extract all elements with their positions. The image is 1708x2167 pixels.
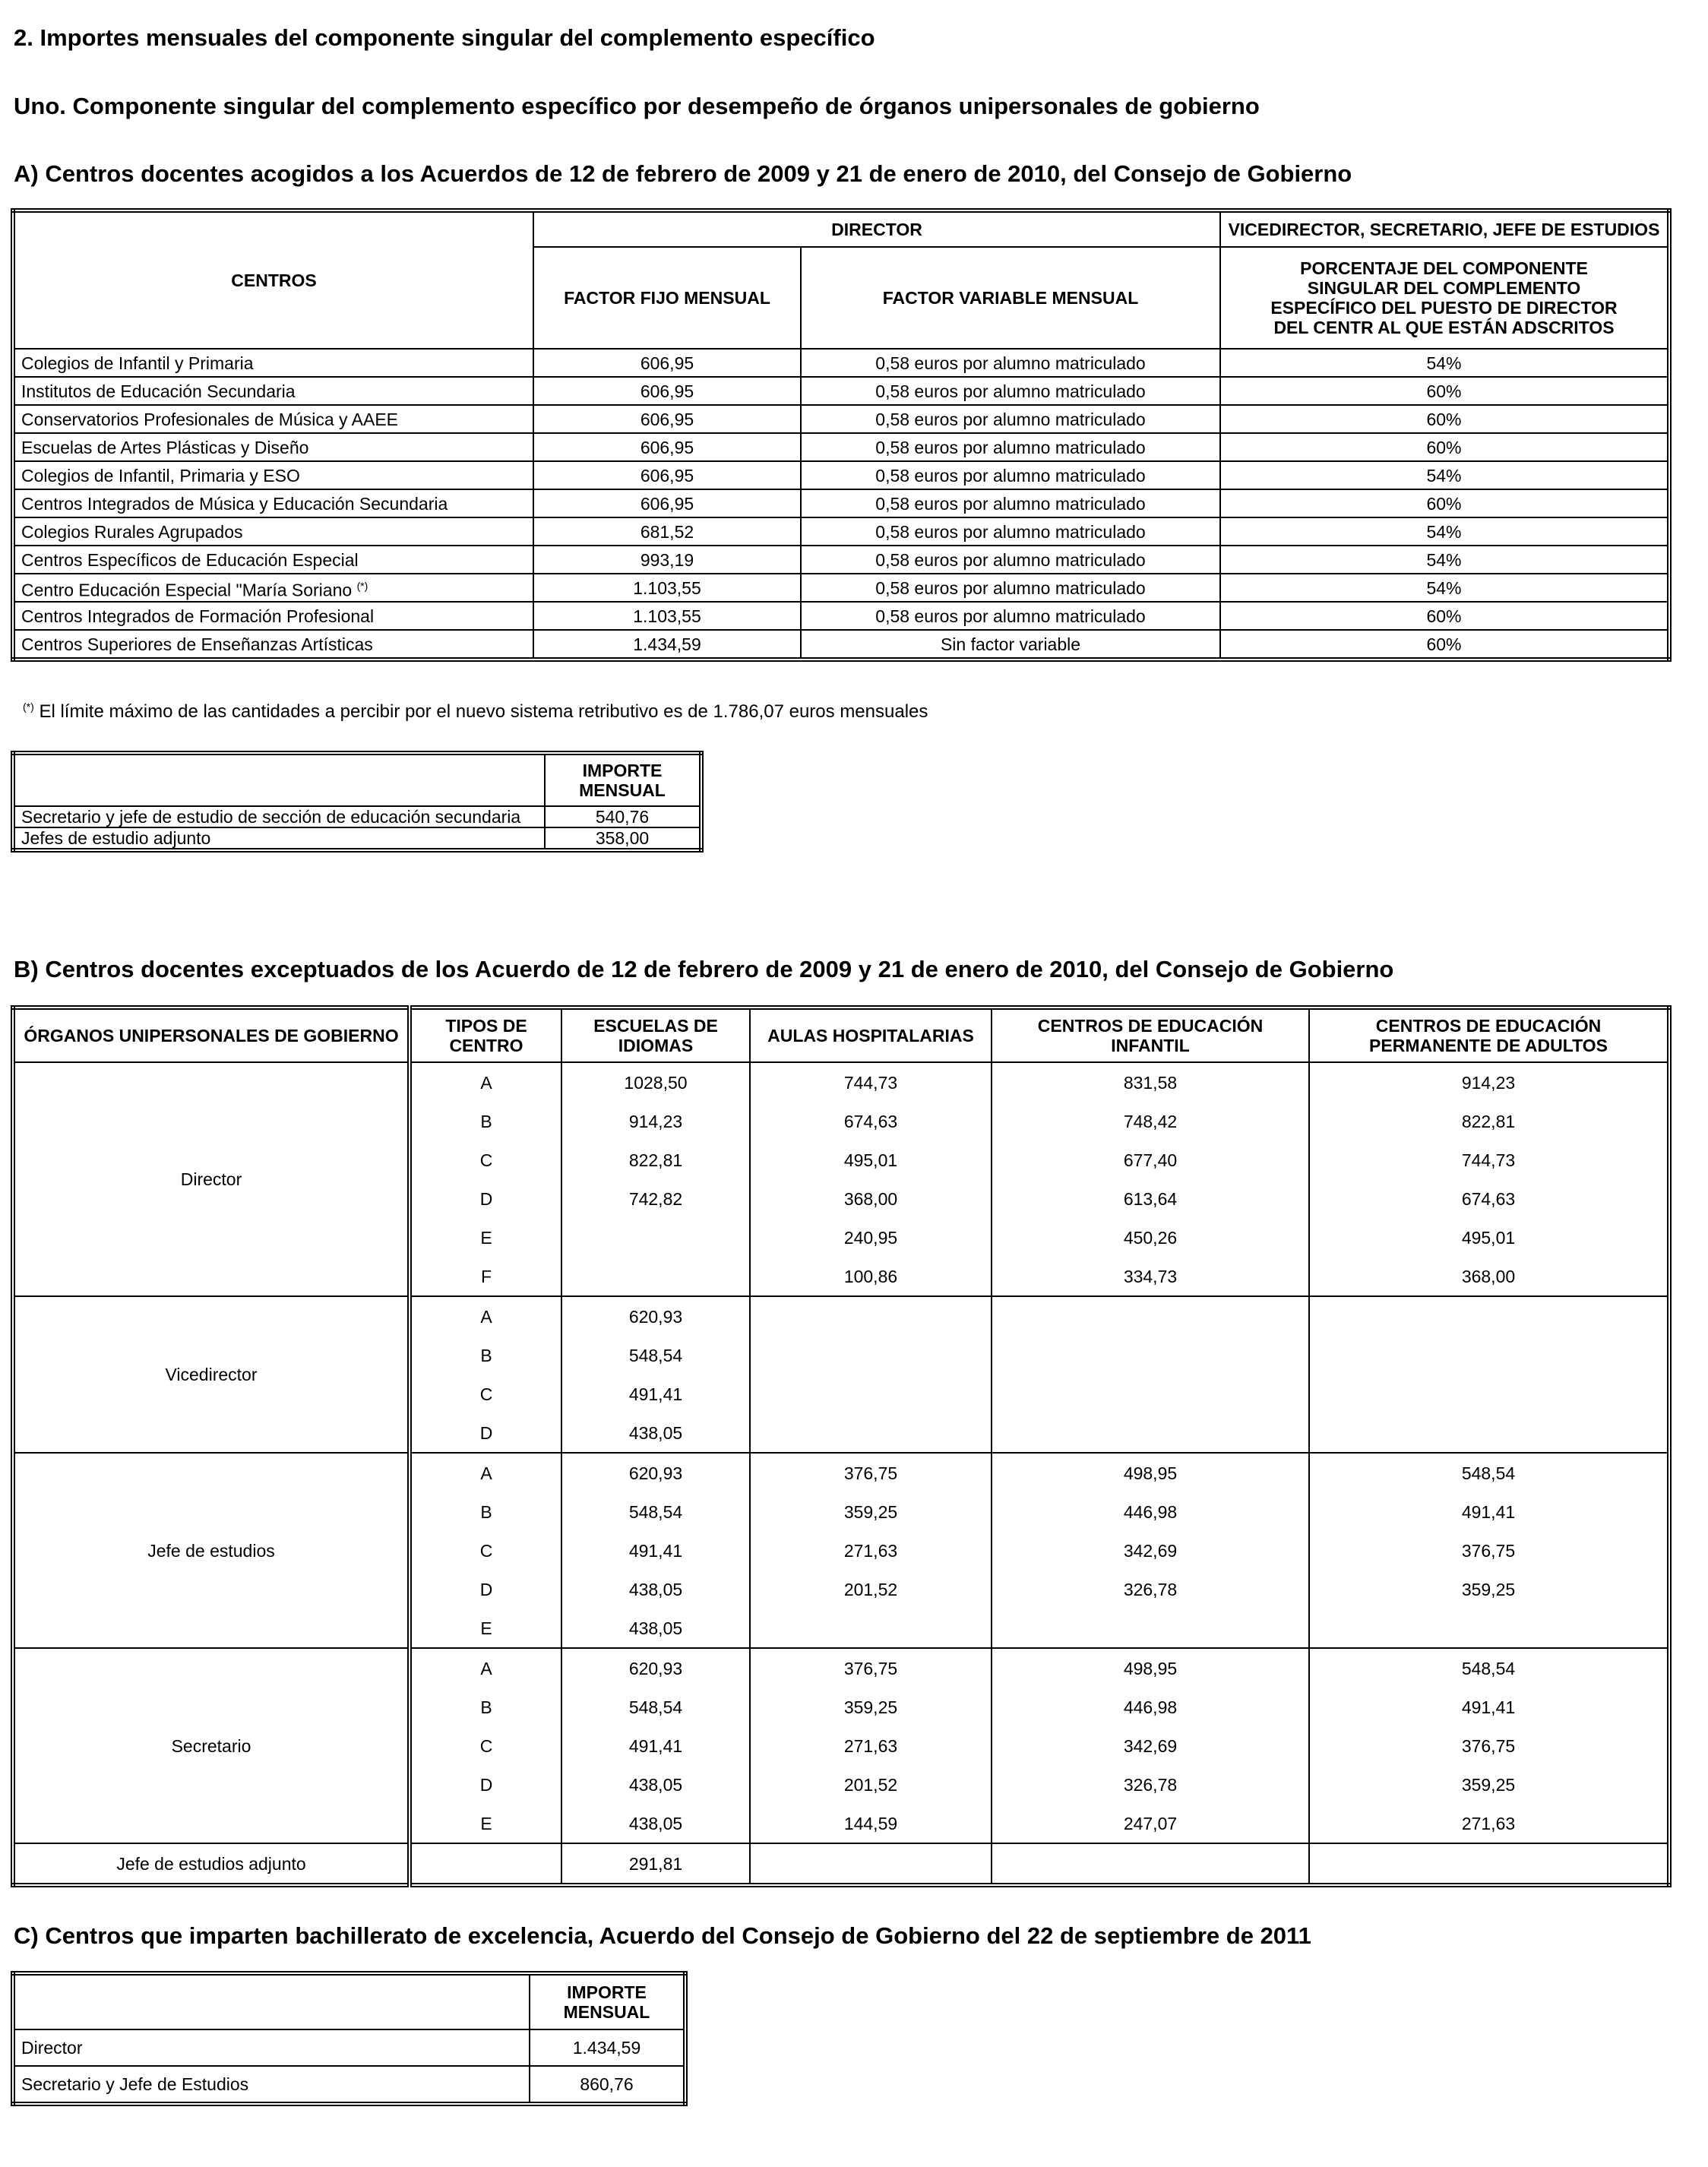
tipo-centro: A: [410, 1453, 561, 1492]
educacion-infantil: 247,07: [992, 1804, 1309, 1843]
porcentaje: 60%: [1220, 602, 1669, 630]
footnote: [23, 701, 928, 723]
aulas-hospitalarias: 240,95: [750, 1218, 992, 1257]
factor-fijo: 606,95: [533, 377, 801, 405]
aulas-hospitalarias: [750, 1375, 992, 1413]
educacion-infantil: [992, 1296, 1309, 1336]
educacion-infantil: [992, 1609, 1309, 1648]
factor-fijo: 606,95: [533, 405, 801, 433]
table-row: [13, 405, 1669, 433]
table-row: [13, 2029, 685, 2066]
escuelas-idiomas: 620,93: [561, 1453, 750, 1492]
column-header: CENTROS DE EDUCACIÓN INFANTIL: [992, 1008, 1309, 1062]
header-blank: [13, 1973, 530, 2029]
centro-label: Escuelas de Artes Plásticas y Diseño: [21, 437, 309, 457]
educacion-infantil: [992, 1843, 1309, 1885]
header-director: DIRECTOR: [533, 210, 1220, 247]
centro-name: [13, 630, 533, 660]
educacion-adultos: 359,25: [1309, 1570, 1669, 1609]
educacion-infantil: [992, 1336, 1309, 1375]
factor-fijo: 1.103,55: [533, 602, 801, 630]
educacion-adultos: 914,23: [1309, 1062, 1669, 1102]
table-centros-acogidos: [11, 208, 1672, 662]
table-centros-exceptuados: [11, 1005, 1672, 1887]
porcentaje: 54%: [1220, 517, 1669, 546]
factor-variable: 0,58 euros por alumno matriculado: [801, 602, 1220, 630]
tipo-centro: D: [410, 1570, 561, 1609]
educacion-adultos: [1309, 1413, 1669, 1453]
table-row: [13, 1453, 1669, 1492]
educacion-adultos: 491,41: [1309, 1492, 1669, 1531]
educacion-infantil: 498,95: [992, 1453, 1309, 1492]
factor-fijo: 606,95: [533, 349, 801, 377]
tipo-centro: C: [410, 1531, 561, 1570]
subsection-heading: Uno. Componente singular del complemento específico por desempeño de órganos unipersonales de gobierno: [14, 93, 1260, 119]
centro-name: [13, 461, 533, 489]
factor-variable: 0,58 euros por alumno matriculado: [801, 517, 1220, 546]
tipo-centro: B: [410, 1336, 561, 1375]
importe-value: 540,76: [545, 806, 701, 827]
tipo-centro: A: [410, 1296, 561, 1336]
table-row: [13, 377, 1669, 405]
organ-name: Director: [13, 1062, 410, 1296]
factor-fijo: 993,19: [533, 546, 801, 574]
educacion-adultos: [1309, 1375, 1669, 1413]
escuelas-idiomas: [561, 1218, 750, 1257]
row-label: Jefes de estudio adjunto: [13, 827, 545, 850]
escuelas-idiomas: 491,41: [561, 1726, 750, 1765]
table-row: [13, 827, 701, 850]
importe-value: 358,00: [545, 827, 701, 850]
table-row: [13, 1296, 1669, 1336]
tipo-centro: E: [410, 1218, 561, 1257]
factor-variable: 0,58 euros por alumno matriculado: [801, 405, 1220, 433]
porcentaje: 60%: [1220, 377, 1669, 405]
factor-variable: 0,58 euros por alumno matriculado: [801, 461, 1220, 489]
table-importe-secretario: [11, 751, 704, 853]
escuelas-idiomas: 548,54: [561, 1492, 750, 1531]
heading-a: A) Centros docentes acogidos a los Acuerdos de 12 de febrero de 2009 y 21 de enero de 2010, del Consejo de Gobierno: [14, 160, 1352, 187]
escuelas-idiomas: 491,41: [561, 1531, 750, 1570]
tipo-centro: D: [410, 1413, 561, 1453]
organ-name: Secretario: [13, 1648, 410, 1843]
centro-label: Centros Superiores de Enseñanzas Artísticas: [21, 634, 373, 654]
factor-variable: 0,58 euros por alumno matriculado: [801, 574, 1220, 602]
table-row: [13, 489, 1669, 517]
factor-fijo: 681,52: [533, 517, 801, 546]
table-row: [13, 574, 1669, 602]
aulas-hospitalarias: 495,01: [750, 1140, 992, 1179]
tipo-centro: B: [410, 1102, 561, 1140]
educacion-infantil: 450,26: [992, 1218, 1309, 1257]
table-row: [13, 433, 1669, 461]
aulas-hospitalarias: 271,63: [750, 1726, 992, 1765]
porcentaje: 60%: [1220, 489, 1669, 517]
educacion-adultos: 359,25: [1309, 1765, 1669, 1804]
escuelas-idiomas: 822,81: [561, 1140, 750, 1179]
aulas-hospitalarias: 674,63: [750, 1102, 992, 1140]
educacion-adultos: 822,81: [1309, 1102, 1669, 1140]
row-label: Director: [13, 2029, 530, 2066]
tipo-centro: C: [410, 1375, 561, 1413]
educacion-adultos: [1309, 1843, 1669, 1885]
educacion-infantil: 446,98: [992, 1492, 1309, 1531]
porcentaje: 54%: [1220, 349, 1669, 377]
centro-name: [13, 602, 533, 630]
centro-name: [13, 489, 533, 517]
importe-value: 1.434,59: [530, 2029, 685, 2066]
centro-name: [13, 517, 533, 546]
centro-name: [13, 405, 533, 433]
factor-variable: 0,58 euros por alumno matriculado: [801, 349, 1220, 377]
tipo-centro: D: [410, 1179, 561, 1218]
educacion-adultos: 548,54: [1309, 1453, 1669, 1492]
aulas-hospitalarias: 359,25: [750, 1688, 992, 1726]
educacion-infantil: 326,78: [992, 1765, 1309, 1804]
educacion-infantil: 334,73: [992, 1257, 1309, 1296]
educacion-adultos: 376,75: [1309, 1726, 1669, 1765]
tipo-centro: B: [410, 1492, 561, 1531]
footnote-mark: (*): [23, 701, 34, 713]
centro-label: Centro Educación Especial "María Soriano: [21, 580, 353, 600]
centro-label: Centros Integrados de Música y Educación Secundaria: [21, 493, 448, 514]
table-row: [13, 349, 1669, 377]
table-row: [13, 517, 1669, 546]
centro-name: [13, 546, 533, 574]
heading-c: C) Centros que imparten bachillerato de excelencia, Acuerdo del Consejo de Gobierno del 22 de septiembre de 2011: [14, 1922, 1311, 1949]
aulas-hospitalarias: 376,75: [750, 1453, 992, 1492]
factor-variable: Sin factor variable: [801, 630, 1220, 660]
footnote-ref: (*): [356, 579, 368, 592]
aulas-hospitalarias: 271,63: [750, 1531, 992, 1570]
aulas-hospitalarias: 376,75: [750, 1648, 992, 1688]
educacion-infantil: 446,98: [992, 1688, 1309, 1726]
porcentaje: 60%: [1220, 405, 1669, 433]
centro-name: [13, 433, 533, 461]
table-row: [13, 546, 1669, 574]
educacion-adultos: 744,73: [1309, 1140, 1669, 1179]
escuelas-idiomas: 1028,50: [561, 1062, 750, 1102]
table-row: [13, 806, 701, 827]
column-header: ÓRGANOS UNIPERSONALES DE GOBIERNO: [13, 1008, 410, 1062]
escuelas-idiomas: 548,54: [561, 1336, 750, 1375]
tipo-centro: F: [410, 1257, 561, 1296]
tipo-centro: [410, 1843, 561, 1885]
escuelas-idiomas: 620,93: [561, 1648, 750, 1688]
organ-name: Jefe de estudios adjunto: [13, 1843, 410, 1885]
escuelas-idiomas: 914,23: [561, 1102, 750, 1140]
centro-label: Colegios de Infantil, Primaria y ESO: [21, 465, 300, 486]
educacion-adultos: 491,41: [1309, 1688, 1669, 1726]
table-row: [13, 1843, 1669, 1885]
tipo-centro: A: [410, 1648, 561, 1688]
table-row: [13, 602, 1669, 630]
header-blank: [13, 753, 545, 806]
escuelas-idiomas: 491,41: [561, 1375, 750, 1413]
aulas-hospitalarias: 144,59: [750, 1804, 992, 1843]
header-porcentaje: PORCENTAJE DEL COMPONENTE SINGULAR DEL COMPLEMENTO ESPECÍFICO DEL PUESTO DE DIRECTOR DEL CENTR AL QUE ESTÁN ADSCRITOS: [1220, 247, 1669, 349]
factor-fijo: 606,95: [533, 461, 801, 489]
centro-label: Conservatorios Profesionales de Música y AAEE: [21, 409, 399, 429]
educacion-adultos: 674,63: [1309, 1179, 1669, 1218]
educacion-infantil: [992, 1375, 1309, 1413]
header-centros: CENTROS: [13, 210, 533, 349]
educacion-infantil: 498,95: [992, 1648, 1309, 1688]
tipo-centro: A: [410, 1062, 561, 1102]
aulas-hospitalarias: [750, 1413, 992, 1453]
table-row: [13, 1648, 1669, 1688]
header-importe: IMPORTE MENSUAL: [545, 753, 701, 806]
aulas-hospitalarias: [750, 1609, 992, 1648]
factor-variable: 0,58 euros por alumno matriculado: [801, 489, 1220, 517]
row-label: Secretario y jefe de estudio de sección de educación secundaria: [13, 806, 545, 827]
aulas-hospitalarias: 201,52: [750, 1765, 992, 1804]
tipo-centro: E: [410, 1609, 561, 1648]
centro-label: Centros Integrados de Formación Profesional: [21, 606, 375, 626]
header-importe: IMPORTE MENSUAL: [530, 1973, 685, 2029]
organ-name: Jefe de estudios: [13, 1453, 410, 1648]
educacion-adultos: 368,00: [1309, 1257, 1669, 1296]
educacion-infantil: 677,40: [992, 1140, 1309, 1179]
header-factor-variable: FACTOR VARIABLE MENSUAL: [801, 247, 1220, 349]
column-header: AULAS HOSPITALARIAS: [750, 1008, 992, 1062]
escuelas-idiomas: [561, 1257, 750, 1296]
footnote-text: El límite máximo de las cantidades a percibir por el nuevo sistema retributivo es de 1.786,07 euros mensuales: [33, 701, 928, 722]
factor-fijo: 1.434,59: [533, 630, 801, 660]
porcentaje: 54%: [1220, 461, 1669, 489]
educacion-infantil: 748,42: [992, 1102, 1309, 1140]
column-header: TIPOS DE CENTRO: [410, 1008, 561, 1062]
aulas-hospitalarias: [750, 1843, 992, 1885]
escuelas-idiomas: 548,54: [561, 1688, 750, 1726]
educacion-infantil: 326,78: [992, 1570, 1309, 1609]
tipo-centro: B: [410, 1688, 561, 1726]
educacion-infantil: 613,64: [992, 1179, 1309, 1218]
educacion-infantil: 342,69: [992, 1726, 1309, 1765]
escuelas-idiomas: 742,82: [561, 1179, 750, 1218]
aulas-hospitalarias: 359,25: [750, 1492, 992, 1531]
educacion-adultos: 495,01: [1309, 1218, 1669, 1257]
aulas-hospitalarias: 201,52: [750, 1570, 992, 1609]
porcentaje: 54%: [1220, 546, 1669, 574]
importe-value: 860,76: [530, 2066, 685, 2104]
centro-name: [13, 349, 533, 377]
aulas-hospitalarias: 744,73: [750, 1062, 992, 1102]
table-row: [13, 461, 1669, 489]
factor-variable: 0,58 euros por alumno matriculado: [801, 433, 1220, 461]
escuelas-idiomas: 620,93: [561, 1296, 750, 1336]
tipo-centro: C: [410, 1140, 561, 1179]
educacion-infantil: 342,69: [992, 1531, 1309, 1570]
heading-b: B) Centros docentes exceptuados de los Acuerdo de 12 de febrero de 2009 y 21 de enero de 2010, del Consejo de Gobierno: [14, 956, 1394, 982]
educacion-adultos: [1309, 1336, 1669, 1375]
factor-variable: 0,58 euros por alumno matriculado: [801, 546, 1220, 574]
centro-name: [13, 574, 533, 602]
tipo-centro: C: [410, 1726, 561, 1765]
factor-fijo: 606,95: [533, 433, 801, 461]
porcentaje: 60%: [1220, 433, 1669, 461]
header-vicedirector: VICEDIRECTOR, SECRETARIO, JEFE DE ESTUDIOS: [1220, 210, 1669, 247]
centro-label: Institutos de Educación Secundaria: [21, 381, 296, 401]
table-row: [13, 2066, 685, 2104]
tipo-centro: E: [410, 1804, 561, 1843]
escuelas-idiomas: 438,05: [561, 1609, 750, 1648]
escuelas-idiomas: 438,05: [561, 1804, 750, 1843]
centro-label: Centros Específicos de Educación Especial: [21, 549, 359, 570]
centro-label: Colegios de Infantil y Primaria: [21, 353, 254, 373]
escuelas-idiomas: 438,05: [561, 1570, 750, 1609]
centro-name: [13, 377, 533, 405]
section-heading: 2. Importes mensuales del componente singular del complemento específico: [14, 24, 875, 51]
escuelas-idiomas: 291,81: [561, 1843, 750, 1885]
aulas-hospitalarias: 100,86: [750, 1257, 992, 1296]
educacion-adultos: 548,54: [1309, 1648, 1669, 1688]
factor-fijo: 1.103,55: [533, 574, 801, 602]
centro-label: Colegios Rurales Agrupados: [21, 521, 243, 542]
aulas-hospitalarias: [750, 1336, 992, 1375]
escuelas-idiomas: 438,05: [561, 1765, 750, 1804]
aulas-hospitalarias: 368,00: [750, 1179, 992, 1218]
aulas-hospitalarias: [750, 1296, 992, 1336]
table-row: [13, 630, 1669, 660]
educacion-infantil: 831,58: [992, 1062, 1309, 1102]
factor-variable: 0,58 euros por alumno matriculado: [801, 377, 1220, 405]
table-bachillerato-excelencia: [11, 1971, 688, 2106]
educacion-adultos: [1309, 1609, 1669, 1648]
organ-name: Vicedirector: [13, 1296, 410, 1453]
table-row: [13, 1062, 1669, 1102]
educacion-adultos: 271,63: [1309, 1804, 1669, 1843]
porcentaje: 54%: [1220, 574, 1669, 602]
escuelas-idiomas: 438,05: [561, 1413, 750, 1453]
column-header: CENTROS DE EDUCACIÓN PERMANENTE DE ADULTOS: [1309, 1008, 1669, 1062]
porcentaje: 60%: [1220, 630, 1669, 660]
educacion-infantil: [992, 1413, 1309, 1453]
tipo-centro: D: [410, 1765, 561, 1804]
column-header: ESCUELAS DE IDIOMAS: [561, 1008, 750, 1062]
row-label: Secretario y Jefe de Estudios: [13, 2066, 530, 2104]
educacion-adultos: [1309, 1296, 1669, 1336]
header-factor-fijo: FACTOR FIJO MENSUAL: [533, 247, 801, 349]
educacion-adultos: 376,75: [1309, 1531, 1669, 1570]
factor-fijo: 606,95: [533, 489, 801, 517]
